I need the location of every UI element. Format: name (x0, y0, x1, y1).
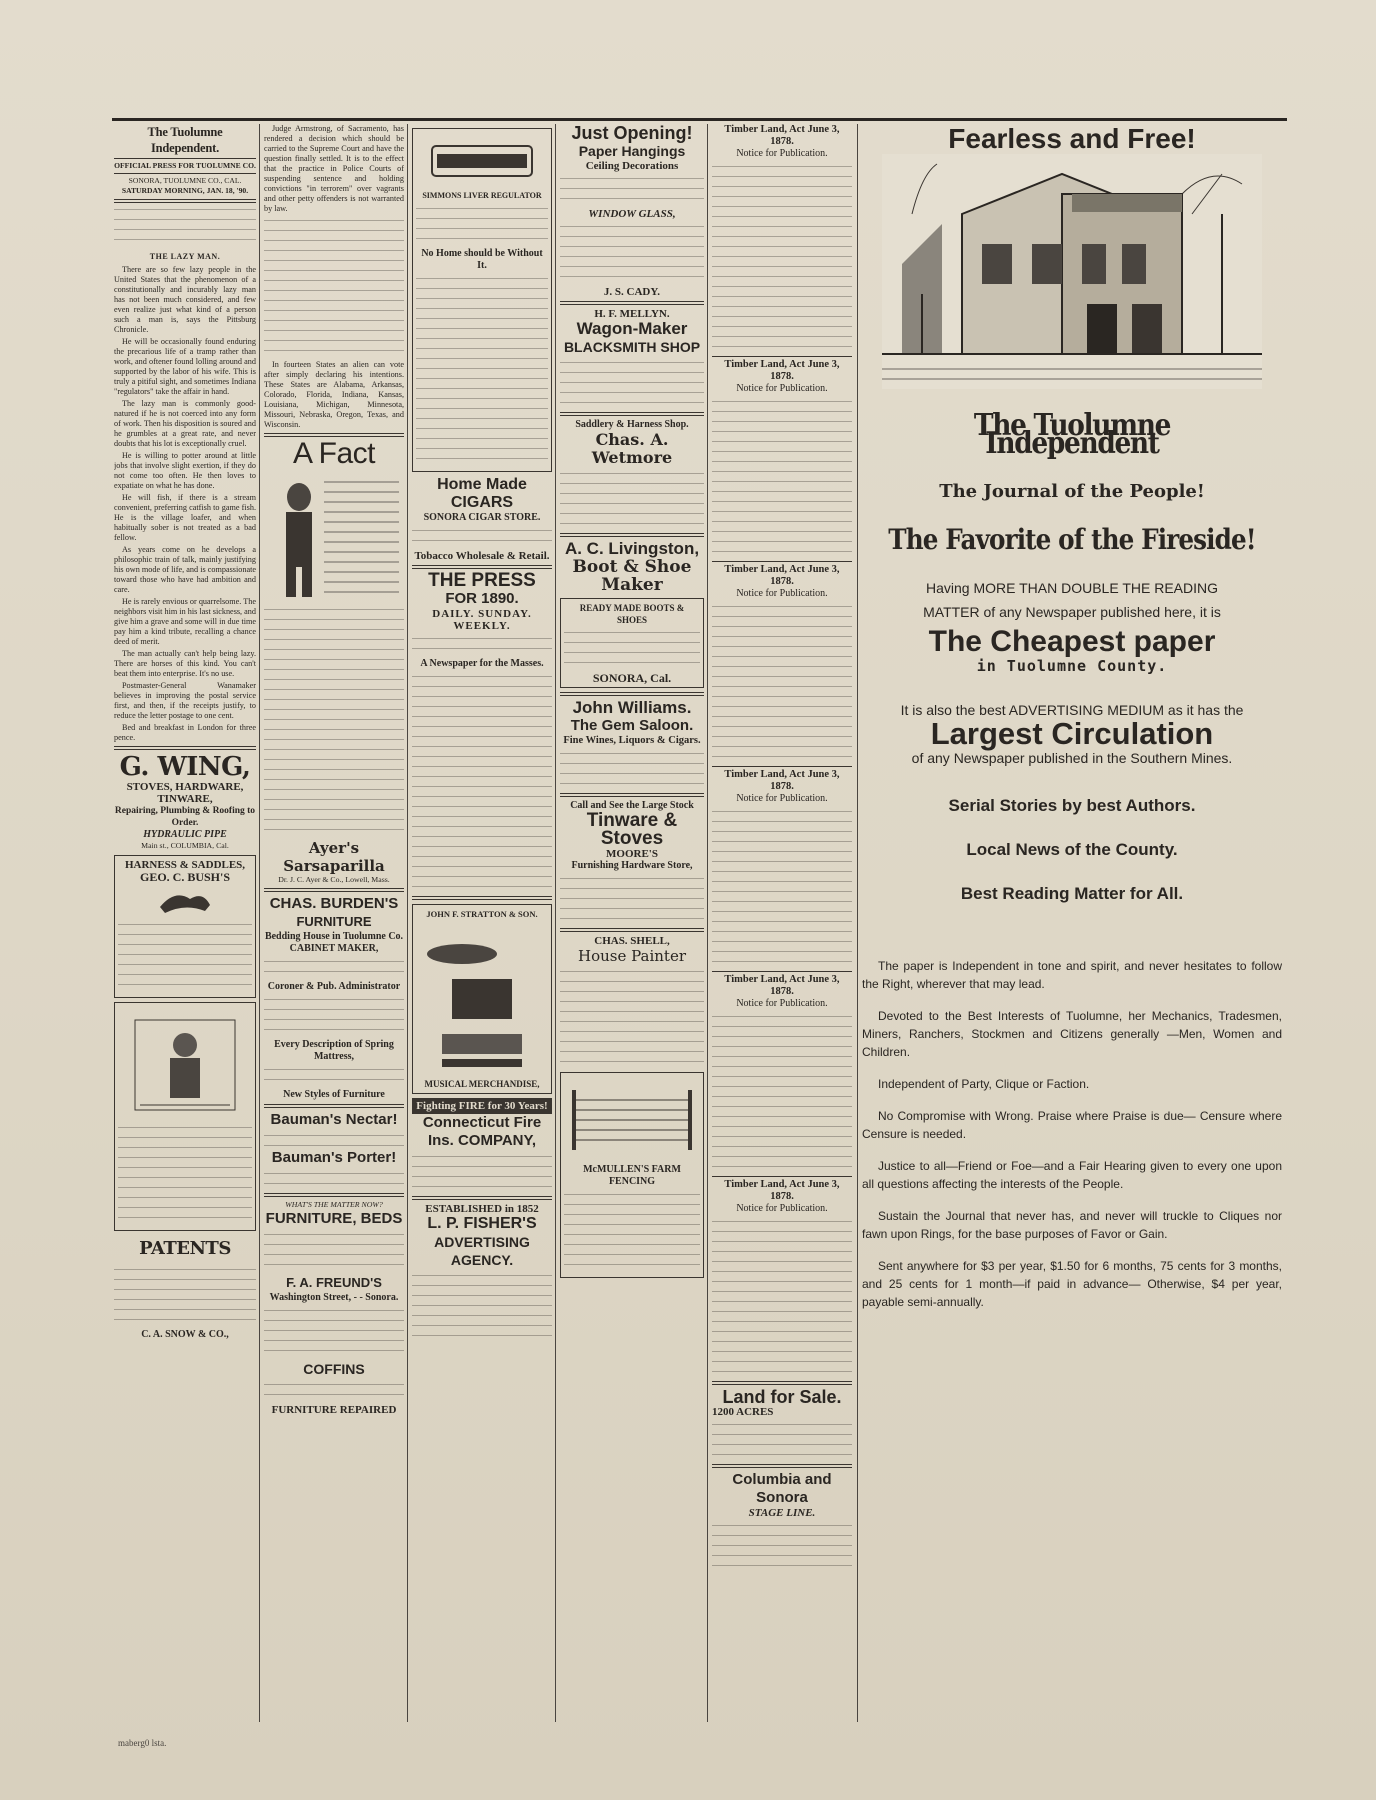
ad-stage-line: STAGE LINE. (748, 1507, 816, 1519)
ad-wing-title: G. WING, (119, 752, 251, 782)
timber-title: Timber Land, Act June 3, 1878. (724, 359, 840, 382)
ad-wing-sub: STOVES, HARDWARE, TINWARE, (126, 781, 244, 805)
timber-body (712, 808, 852, 968)
page-content (112, 118, 1287, 1728)
column-2 (264, 124, 404, 1724)
timber-notice (712, 359, 852, 558)
divider (412, 1196, 552, 1200)
divider (712, 766, 852, 767)
divider (264, 888, 404, 892)
ad-readymade-loc: SONORA, Cal. (592, 671, 672, 685)
ad-freund-loc: Washington Street, - - Sonora. (269, 1292, 399, 1303)
ad-fencing-body (564, 1191, 700, 1271)
article-paragraph: He is rarely envious or quarrelsome. The neighbors visit him in his last sickness, and give him a grave and some will in due time pay him a kind tribute, recalling a chance deed of merit. (114, 597, 256, 646)
ad-mellyn (560, 308, 704, 409)
promo-fearless: Fearless and Free! (948, 124, 1196, 154)
ad-fisher-established: ESTABLISHED in 1852 (425, 1203, 539, 1215)
promo-paragraph: The paper is Independent in tone and spirit, and never hesitates to follow the Right, wherever that may lead. (862, 959, 1282, 991)
ad-wetmore (560, 419, 704, 530)
divider (114, 173, 256, 174)
column-1 (114, 124, 256, 1724)
timber-subtitle: Notice for Publication. (736, 588, 828, 599)
ad-patents-firm: C. A. SNOW & CO., (141, 1329, 229, 1340)
fence-illustration (567, 1080, 697, 1160)
divider (712, 1381, 852, 1385)
promo-journal: The Journal of the People! (939, 481, 1205, 502)
ad-cady-opening: Just Opening! (571, 124, 693, 143)
ad-land (712, 1388, 852, 1461)
ad-moores-tinware: Tinware & Stoves (586, 810, 678, 849)
ad-wing-pipe: HYDRAULIC PIPE (143, 829, 227, 840)
footer-mark: maberg0 lsta. (118, 1738, 167, 1748)
promo-local: Local News of the County. (966, 840, 1178, 859)
office-building-illustration (882, 154, 1262, 389)
divider (114, 746, 256, 750)
ad-voice-body (118, 1124, 252, 1224)
ad-stage-title: Columbia and Sonora (732, 1471, 832, 1506)
article-paragraph: Postmaster-General Wanamaker believes in improving the postal service first, and then, if the receipts justify, to reduce the letter postage to one cent. (114, 681, 256, 720)
ad-cady-ceiling: Ceiling Decorations (585, 160, 679, 172)
ad-mellyn-wagon: Wagon-Maker (576, 319, 688, 338)
ad-fire-title: Fighting FIRE for 30 Years! (412, 1098, 552, 1114)
ad-williams (560, 699, 704, 790)
column-rule (259, 124, 260, 1722)
top-rule (112, 118, 1287, 121)
ad-stage (712, 1471, 852, 1572)
promo-cheapest: The Cheapest paper (928, 625, 1216, 658)
ad-patents (114, 1235, 256, 1341)
article-paragraph: Bed and breakfast in London for three pence. (114, 723, 256, 742)
ad-freund-body (264, 1381, 404, 1401)
ad-ayer-maker: Dr. J. C. Ayer & Co., Lowell, Mass. (278, 875, 390, 884)
ad-freund-name: F. A. FREUND'S (286, 1275, 382, 1290)
promo-paragraph: Independent of Party, Clique or Faction. (878, 1077, 1090, 1091)
ad-burden-sub: Bedding House in Tuolumne Co. (264, 931, 404, 942)
article-paragraph: Judge Armstrong, of Sacramento, has rendered a decision which should be carried to the Supreme Court and have the question finally settled. It is to the effect that the practice in Police Courts of suspending sentence and holding convictions "in terrorem" over vagrants and other petty offenders is not warranted by law. (264, 124, 404, 213)
ad-wing (114, 753, 256, 851)
ad-readymade-title: READY MADE BOOTS & SHOES (579, 603, 685, 625)
timber-notice (712, 769, 852, 968)
ad-shell-body (560, 968, 704, 1068)
column-rule (555, 124, 556, 1722)
timber-subtitle: Notice for Publication. (736, 1203, 828, 1214)
article-paragraph: There are so few lazy people in the United States that the phenomenon of a constitutionally and incurably lazy man has not been much considered, and few even realize just what kind of a person such a man is, says the Pittsburg Chronicle. (114, 265, 256, 334)
ad-wing-loc: Main st., COLUMBIA, Cal. (141, 841, 229, 850)
timber-title: Timber Land, Act June 3, 1878. (724, 1179, 840, 1202)
promo-title: The Tuolumne Independent (973, 408, 1171, 461)
ad-livingston-name: A. C. Livingston, (564, 539, 700, 558)
simmons-logo-illustration (427, 136, 537, 186)
timber-body (712, 603, 852, 763)
ad-press-masses: A Newspaper for the Masses. (420, 658, 544, 669)
ad-cigars-body (412, 527, 552, 547)
divider (712, 561, 852, 562)
ad-patents-body (114, 1266, 256, 1326)
ad-wetmore-body (560, 470, 704, 530)
promo-paragraph: Sustain the Journal that never has, and never will truckle to Cliques nor fawn upon Rings, for the base purposes of Favor or Gain. (862, 1209, 1282, 1241)
spacer (862, 929, 1282, 943)
ad-williams-saloon: The Gem Saloon. (570, 717, 694, 734)
promo-matter: MATTER of any Newspaper published here, it is (923, 604, 1221, 620)
masthead-title: The Tuolumne Independent. (147, 125, 223, 155)
article-paragraph: The lazy man is commonly good-natured if he is not coerced into any form of work. Then his disposition is soured and he grumbles at a great rate, and never doubts that his lot is exceptionally cruel. (114, 399, 256, 448)
ad-moores-furnishing: Furnishing Hardware Store, (571, 860, 693, 871)
ad-nectar-body (264, 1132, 404, 1146)
ad-land-acres: 1200 ACRES (712, 1406, 774, 1418)
promo-paragraph: Justice to all—Friend or Foe—and a Fair Hearing given to every one upon all questions affecting the interests of the People. (862, 1159, 1282, 1191)
article-paragraph: As years come on he develops a philosophic train of talk, mainly justifying his own mode of life, and is compassionate toward those who have had ambition and care. (114, 545, 256, 594)
ad-burden-coroner: Coroner & Pub. Administrator (267, 981, 401, 992)
promo-paragraph: Sent anywhere for $3 per year, $1.50 for 6 months, 75 cents for 3 months, and 25 cents for 1 month—if paid in advance— Otherwise, $4 per year, payable semi-annually. (862, 1259, 1282, 1309)
promo-favorite: The Favorite of the Fireside! (888, 523, 1256, 556)
article-paragraph: He is willing to potter around at little jobs that involve slight exertion, if they do not come too often. He then loves to expatiate on what he has done. (114, 451, 256, 490)
ad-simmons-body (416, 205, 548, 245)
ad-fisher-advertising: ADVERTISING AGENCY. (434, 1234, 530, 1268)
promo-county: in Tuolumne County. (976, 657, 1168, 675)
ad-fact-title: A Fact (292, 437, 376, 470)
ad-shell (560, 935, 704, 1068)
ad-harness-title: HARNESS & SADDLES, (124, 859, 246, 871)
timber-body (712, 398, 852, 558)
instruments-illustration (422, 924, 542, 1074)
timber-notice (712, 564, 852, 763)
ad-stratton-title: JOHN F. STRATTON & SON. (426, 909, 538, 919)
column-rule (407, 124, 408, 1722)
divider (560, 533, 704, 537)
ad-stratton (412, 904, 552, 1094)
divider (712, 1464, 852, 1468)
divider (114, 158, 256, 159)
ad-moores (560, 800, 704, 925)
ad-porter-body (264, 1170, 404, 1190)
ad-simmons (412, 128, 552, 472)
article-paragraph: He will fish, if there is a stream convenient, preferring catfish to game fish. He is the village loafer, and when habitually sober is not treated as a bad fellow. (114, 493, 256, 542)
ad-freund-matter: WHAT'S THE MATTER NOW? (285, 1200, 383, 1209)
divider (560, 692, 704, 696)
ad-fire (412, 1098, 552, 1193)
ad-ayer-body (264, 606, 404, 836)
ad-freund-beds: FURNITURE, BEDS (265, 1210, 403, 1227)
column-rule (857, 124, 858, 1722)
ad-cady (560, 124, 704, 298)
ad-cady-paper: Paper Hangings (578, 143, 686, 159)
promo-paragraph: No Compromise with Wrong. Praise where Praise is due— Censure where Censure is needed. (862, 1109, 1282, 1141)
timber-title: Timber Land, Act June 3, 1878. (724, 769, 840, 792)
ad-simmons-nohome: No Home should be Without It. (421, 248, 543, 271)
promo-best-adv: It is also the best ADVERTISING MEDIUM as it has the (900, 702, 1244, 718)
ad-harness-body (118, 921, 252, 991)
timber-body (712, 163, 852, 353)
ad-simmons-body (416, 275, 548, 465)
divider (264, 1193, 404, 1197)
ad-readymade (560, 598, 704, 688)
column-4 (560, 124, 704, 1724)
ad-press-title: THE PRESS (428, 570, 536, 591)
ad-land-title: Land for Sale. (722, 1387, 842, 1407)
ad-cigars-title: Home Made CIGARS (437, 476, 527, 511)
ad-voice (114, 1002, 256, 1231)
ad-nectar: Bauman's Nectar! (270, 1111, 398, 1128)
ad-burden-body (264, 958, 404, 978)
ad-burden-title: CHAS. BURDEN'S (269, 895, 399, 912)
ad-mellyn-name: H. F. MELLYN. (594, 308, 670, 320)
ad-freund (264, 1200, 404, 1416)
divider (712, 971, 852, 972)
ad-press-daily: DAILY. SUNDAY. WEEKLY. (432, 608, 532, 632)
promo-best-reading: Best Reading Matter for All. (960, 884, 1184, 903)
promo-serial: Serial Stories by best Authors. (948, 796, 1196, 815)
ad-press-for: FOR 1890. (445, 590, 519, 607)
masthead-official: OFFICIAL PRESS FOR TUOLUMNE CO. (114, 161, 256, 170)
divider (712, 1176, 852, 1177)
masthead-date: SATURDAY MORNING, JAN. 18, '90. (121, 186, 249, 195)
divider (114, 199, 256, 203)
timber-notice (712, 974, 852, 1173)
divider (712, 356, 852, 357)
ad-cigars-store: SONORA CIGAR STORE. (423, 512, 541, 523)
ad-ayer (264, 437, 404, 885)
divider (560, 301, 704, 305)
ad-burden-styles: New Styles of Furniture (283, 1089, 385, 1100)
ad-moores-call: Call and See the Large Stock (570, 800, 694, 811)
timber-notice (712, 1179, 852, 1378)
ad-press (412, 572, 552, 893)
column-3 (412, 124, 552, 1724)
timber-subtitle: Notice for Publication. (736, 793, 828, 804)
timber-subtitle: Notice for Publication. (736, 383, 828, 394)
ad-burden-spring: Every Description of Spring Mattress, (274, 1039, 394, 1062)
divider (560, 928, 704, 932)
ad-press-body (412, 635, 552, 655)
column-5 (712, 124, 852, 1724)
ad-livingston-boot: Boot & Shoe Maker (572, 557, 692, 595)
divider (560, 412, 704, 416)
ad-burden-furniture: FURNITURE (296, 914, 372, 929)
ad-simmons-title: SIMMONS LIVER REGULATOR (422, 191, 542, 200)
man-illustration (264, 472, 404, 602)
divider (412, 896, 552, 900)
ad-cigars-tobacco: Tobacco Wholesale & Retail. (414, 550, 550, 562)
ad-cady-glass: WINDOW GLASS, (588, 208, 676, 220)
promo-largest: Largest Circulation (930, 716, 1214, 751)
ad-stratton-musical: MUSICAL MERCHANDISE, (424, 1079, 540, 1089)
article-paragraph: He will be occasionally found enduring the precarious life of a tramp rather than work, and oftener found lolling around and supported by the labor of his wife. This is truly a pitiful sight, and sometimes Indiana "regulators" take the affair in hand. (114, 337, 256, 396)
ad-cady-body (560, 175, 704, 205)
timber-body (712, 1218, 852, 1378)
ad-porter: Bauman's Porter! (271, 1149, 397, 1166)
timber-title: Timber Land, Act June 3, 1878. (724, 564, 840, 587)
ad-livingston (560, 540, 704, 688)
engraving-illustration (125, 1010, 245, 1120)
divider (560, 793, 704, 797)
timber-subtitle: Notice for Publication. (736, 998, 828, 1009)
promo-paragraph: Devoted to the Best Interests of Tuolumne, her Mechanics, Tradesmen, Miners, Ranchers, Stockmen and Citizens generally —Men, Women and Children. (862, 1009, 1282, 1059)
ad-burden-cabinet: CABINET MAKER, (289, 943, 379, 954)
ad-fencing (560, 1072, 704, 1278)
timber-subtitle: Notice for Publication. (736, 148, 828, 159)
ad-stage-body (712, 1522, 852, 1572)
saddle-illustration (155, 887, 215, 917)
ad-fire-company: Connecticut Fire Ins. COMPANY, (422, 1114, 542, 1149)
ad-williams-wines: Fine Wines, Liquors & Cigars. (563, 735, 701, 746)
ad-fisher-name: L. P. FISHER'S (427, 1215, 537, 1232)
divider (412, 565, 552, 569)
ad-fisher (412, 1203, 552, 1342)
ad-burden (264, 895, 404, 1101)
ad-cigars (412, 476, 552, 562)
ad-harness (114, 855, 256, 998)
ad-patents-title: PATENTS (139, 1238, 231, 1259)
ad-readymade-body (564, 629, 700, 669)
ad-freund-body (264, 1231, 404, 1271)
ad-fencing-title: McMULLEN'S FARM FENCING (583, 1164, 681, 1187)
ad-cady-name: J. S. CADY. (603, 286, 661, 298)
ad-press-body (412, 673, 552, 893)
ad-cady-body (560, 223, 704, 283)
promo-having: Having MORE THAN DOUBLE THE READING (926, 580, 1218, 596)
masthead-location: SONORA, TUOLUMNE CO., CAL. (128, 176, 242, 185)
ad-wing-repair: Repairing, Plumbing & Roofing to Order. (114, 806, 256, 828)
divider (264, 1104, 404, 1108)
ad-burden-body (264, 996, 404, 1036)
ad-shell-painter: House Painter (577, 947, 686, 965)
ad-fisher-body (412, 1272, 552, 1342)
ad-wetmore-saddlery: Saddlery & Harness Shop. (575, 419, 689, 430)
ad-mellyn-blacksmith: BLACKSMITH SHOP (563, 339, 701, 355)
ad-freund-repaired: FURNITURE REPAIRED (271, 1404, 397, 1416)
timber-title: Timber Land, Act June 3, 1878. (724, 974, 840, 997)
article-heading: THE LAZY MAN. (149, 252, 221, 261)
article-paragraph: In fourteen States an alien can vote after simply declaring his intentions. These States are Alabama, Arkansas, Colorado, Florida, Indiana, Kansas, Louisiana, Michigan, Minnesota, Missouri, Nebraska, Oregon, Texas, and Wisconsin. (264, 360, 404, 429)
ad-fire-body (412, 1153, 552, 1193)
ad-moores-name: MOORE'S (606, 848, 658, 860)
column-rule (707, 124, 708, 1722)
ad-williams-name: John Williams. (572, 698, 692, 717)
ad-burden-body (264, 1066, 404, 1086)
ad-shell-name: CHAS. SHELL, (594, 935, 670, 947)
ad-freund-body (264, 1307, 404, 1357)
ad-ayer-title: Ayer's Sarsaparilla (283, 839, 385, 875)
publisher-notice (114, 206, 256, 246)
timber-notice (712, 124, 852, 353)
ad-moores-body (560, 875, 704, 925)
ad-freund-coffins: COFFINS (303, 1361, 365, 1377)
ad-wetmore-name: Chas. A. Wetmore (591, 430, 673, 467)
ad-williams-body (560, 750, 704, 790)
article-paragraph: The man actually can't help being lazy. There are horses of this kind. You can't beat them into enterprise. It's no use. (114, 649, 256, 678)
promo-any-paper: of any Newspaper published in the Southern Mines. (911, 750, 1233, 766)
ad-mellyn-body (560, 359, 704, 409)
ad-land-body (712, 1421, 852, 1461)
ad-harness-name: GEO. C. BUSH'S (139, 870, 231, 884)
column-promo (862, 124, 1282, 1724)
timber-title: Timber Land, Act June 3, 1878. (724, 124, 840, 147)
timber-body (712, 1013, 852, 1173)
article-continued (264, 217, 404, 357)
